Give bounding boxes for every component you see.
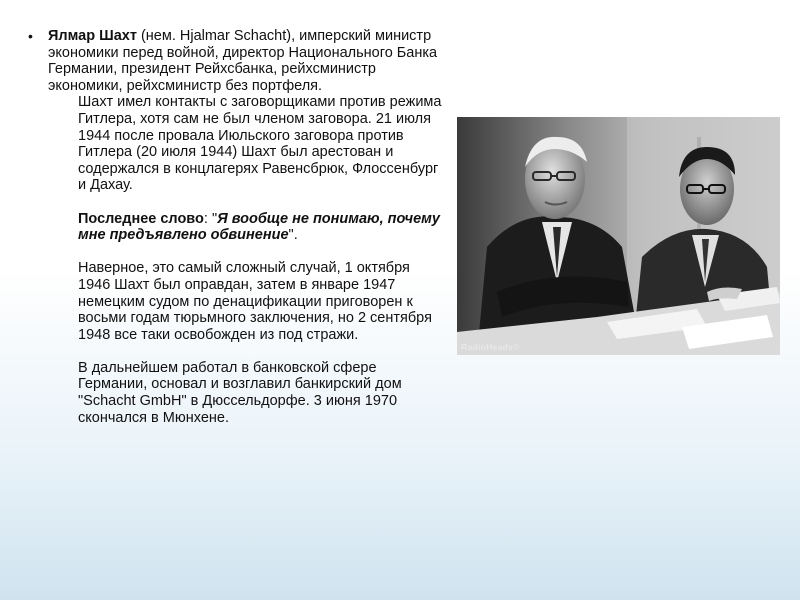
person-name: Ялмар Шахт: [48, 28, 137, 44]
paragraph-acquittal: Наверное, это самый сложный случай, 1 октября 1946 Шахт был оправдан, затем в январе 1947 немецким судом по денацификации приговорен к восьми годам тюрьмного заключения, но 2 сентября 1948 все таки освобожден из под стражи.: [78, 260, 432, 343]
last-word-label: Последнее слово: [78, 210, 204, 227]
paragraph-last-word: [48, 211, 443, 244]
historical-photo: [457, 117, 780, 355]
main-text-block: [28, 28, 443, 426]
spacer: [48, 343, 443, 360]
paragraph-intro: [48, 28, 443, 94]
bullet-marker: •: [28, 28, 33, 44]
last-word-end: ".: [288, 227, 298, 244]
spacer: [48, 194, 443, 211]
photo-illustration: [457, 117, 780, 355]
spacer: [48, 244, 443, 261]
last-word-quote: Я вообще не понимаю, почему мне предъявлено обвинение: [78, 210, 440, 244]
photo-watermark: RadioHeads©: [461, 342, 520, 352]
last-word-colon: : ": [203, 210, 218, 227]
paragraph-later-life: В дальнейшем работал в банковской сфере Германии, основал и возглавил банкирский дом "Schacht GmbH" в Дюссельдорфе. 3 июня 1970 скончался в Мюнхене.: [78, 359, 402, 426]
intro-text: (нем. Hjalmar Schacht), имперский министр экономики перед войной, директор Национального Банка Германии, президент Рейхсбанка, рейхсминистр экономики, рейхсминистр без портфеля.: [48, 28, 438, 94]
paragraph-conspiracy: Шахт имел контакты с заговорщиками против режима Гитлера, хотя сам не был членом заговора. 21 июля 1944 после провала Июльского заговора против Гитлера (20 июля 1944) Шахт был арестован и содержался в концлагерях Равенсбрюк, Флоссенбург и Дахау.: [78, 94, 442, 194]
